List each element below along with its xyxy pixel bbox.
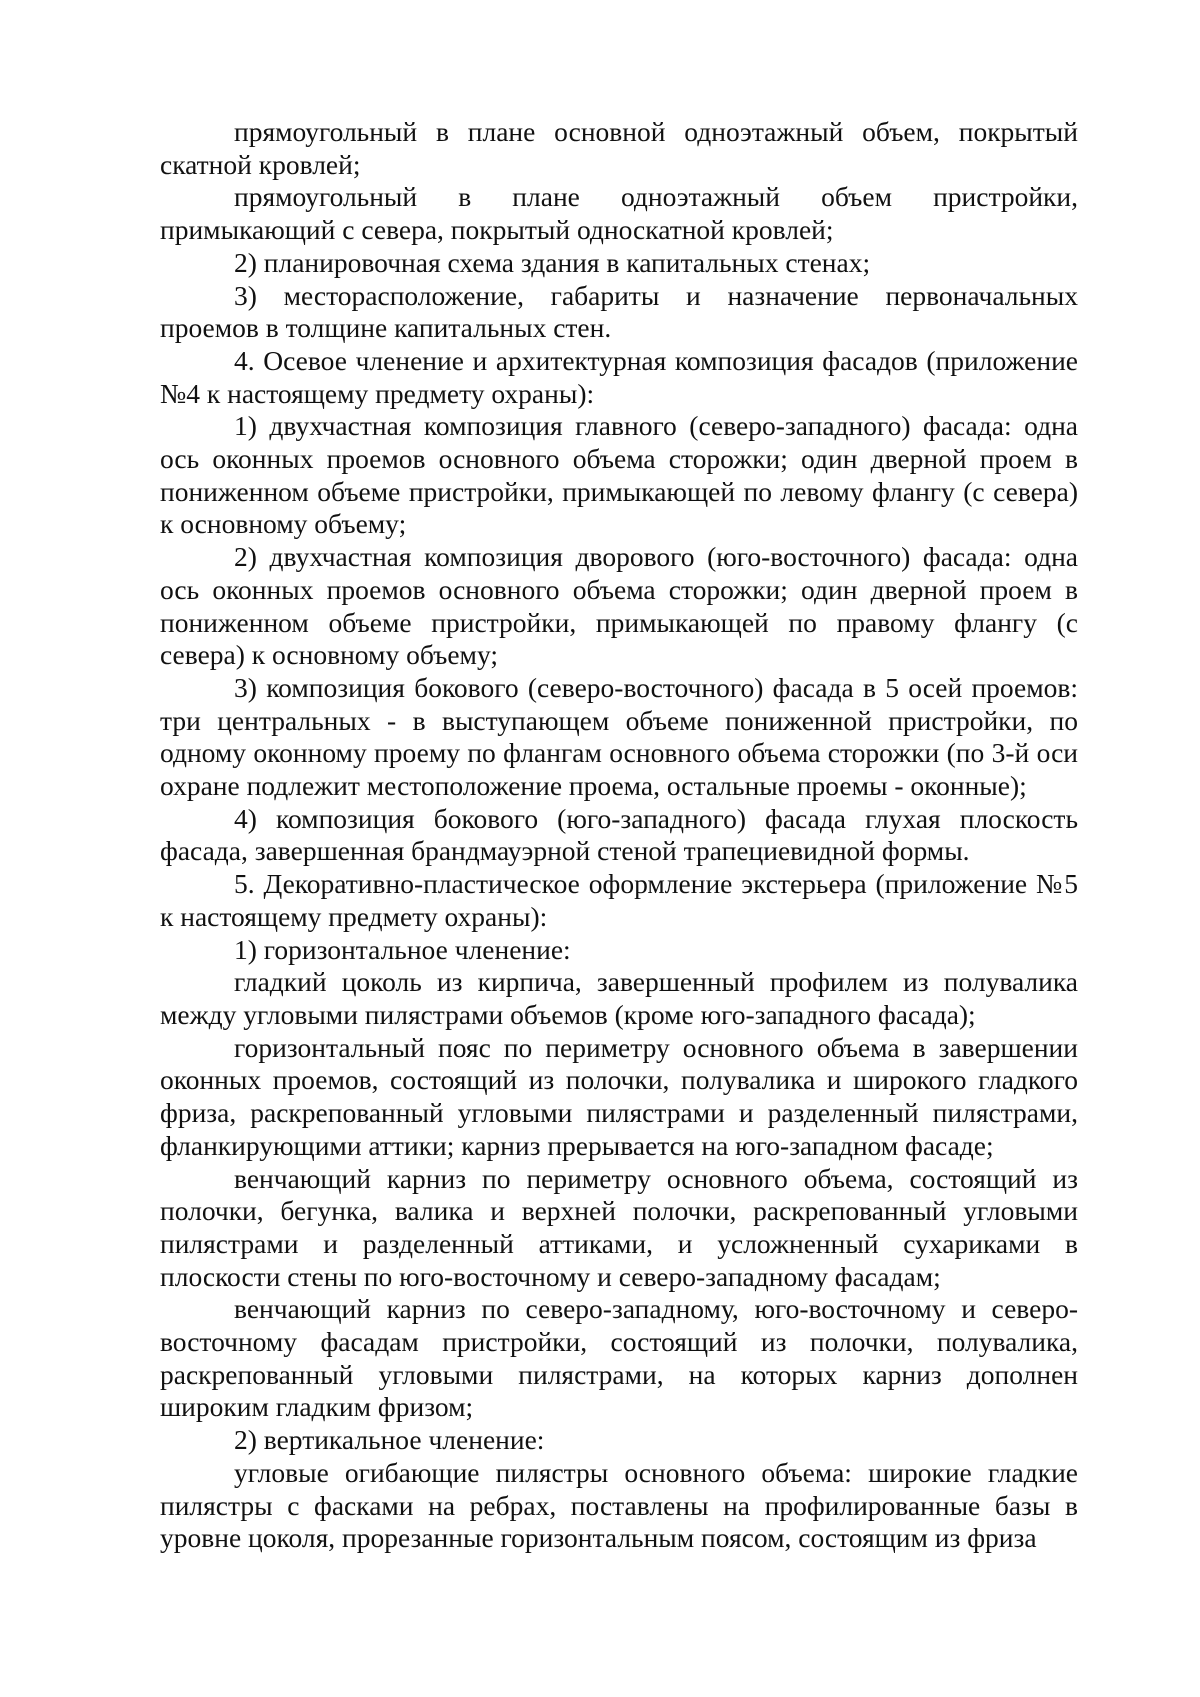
paragraph: 3) композиция бокового (северо-восточного) фасада в 5 осей проемов: три центральных - в выступающем объеме пониженной пристройки, по одному оконному проему по флангам основного объема сторожки (по 3-й оси охране подлежит местоположение проема, остальные проемы - оконные); (160, 671, 1078, 802)
paragraph: 1) горизонтальное членение: (234, 933, 571, 965)
paragraph: венчающий карниз по периметру основного объема, состоящий из полочки, бегунка, валика и верхней полочки, раскрепованный угловыми пилястрами и разделенный аттиками, и усложненный сухариками в плоскости стены по юго-восточному и северо-западному фасадам; (160, 1162, 1078, 1292)
paragraph: горизонтальный пояс по периметру основного объема в завершении оконных проемов, состоящий из полочки, полувалика и широкого гладкого фриза, раскрепованный угловыми пилястрами и разделенный пилястрами, фланкирующими аттики; карниз прерывается на юго-западном фасаде; (160, 1031, 1078, 1161)
paragraph: 2) планировочная схема здания в капитальных стенах; (234, 246, 871, 278)
paragraph: 4) композиция бокового (юго-западного) фасада глухая плоскость фасада, завершенная брандмауэрной стеной трапециевидной формы. (160, 802, 1078, 867)
document-body (160, 116, 1078, 1555)
paragraph: 5. Декоративно-пластическое оформление экстерьера (приложение №5 к настоящему предмету охраны): (160, 868, 1078, 932)
paragraph: венчающий карниз по северо-западному, юго-восточному и северо-восточному фасадам пристройки, состоящий из полочки, полувалика, раскрепованный угловыми пилястрами, на которых карниз дополнен широким гладким фризом; (160, 1293, 1078, 1423)
paragraph: 1) двухчастная композиция главного (северо-западного) фасада: одна ось оконных проемов основного объема сторожки; один дверной проем в пониженном объеме пристройки, примыкающей по левому флангу (с севера) к основному объему; (160, 410, 1078, 540)
paragraph: 3) месторасположение, габариты и назначение первоначальных проемов в толщине капитальных стен. (160, 279, 1078, 344)
paragraph: прямоугольный в плане одноэтажный объем пристройки, примыкающий с севера, покрытый односкатной кровлей; (160, 181, 1078, 246)
paragraph: 4. Осевое членение и архитектурная композиция фасадов (приложение №4 к настоящему предмету охраны): (160, 344, 1078, 409)
paragraph: 2) двухчастная композиция дворового (юго-восточного) фасада: одна ось оконных проемов основного объема сторожки; один дверной проем в пониженном объеме пристройки, примыкающей по правому флангу (с севера) к основному объему; (160, 541, 1078, 671)
paragraph: 2) вертикальное членение: (234, 1424, 545, 1456)
paragraph: угловые огибающие пилястры основного объема: широкие гладкие пилястры с фасками на ребрах, поставлены на профилированные базы в уровне цоколя, прорезанные горизонтальным поясом, состоящим из фриза (160, 1456, 1078, 1554)
paragraph: прямоугольный в плане основной одноэтажный объем, покрытый скатной кровлей; (160, 116, 1078, 180)
paragraph: гладкий цоколь из кирпича, завершенный профилем из полувалика между угловыми пилястрами объемов (кроме юго-западного фасада); (160, 966, 1078, 1030)
